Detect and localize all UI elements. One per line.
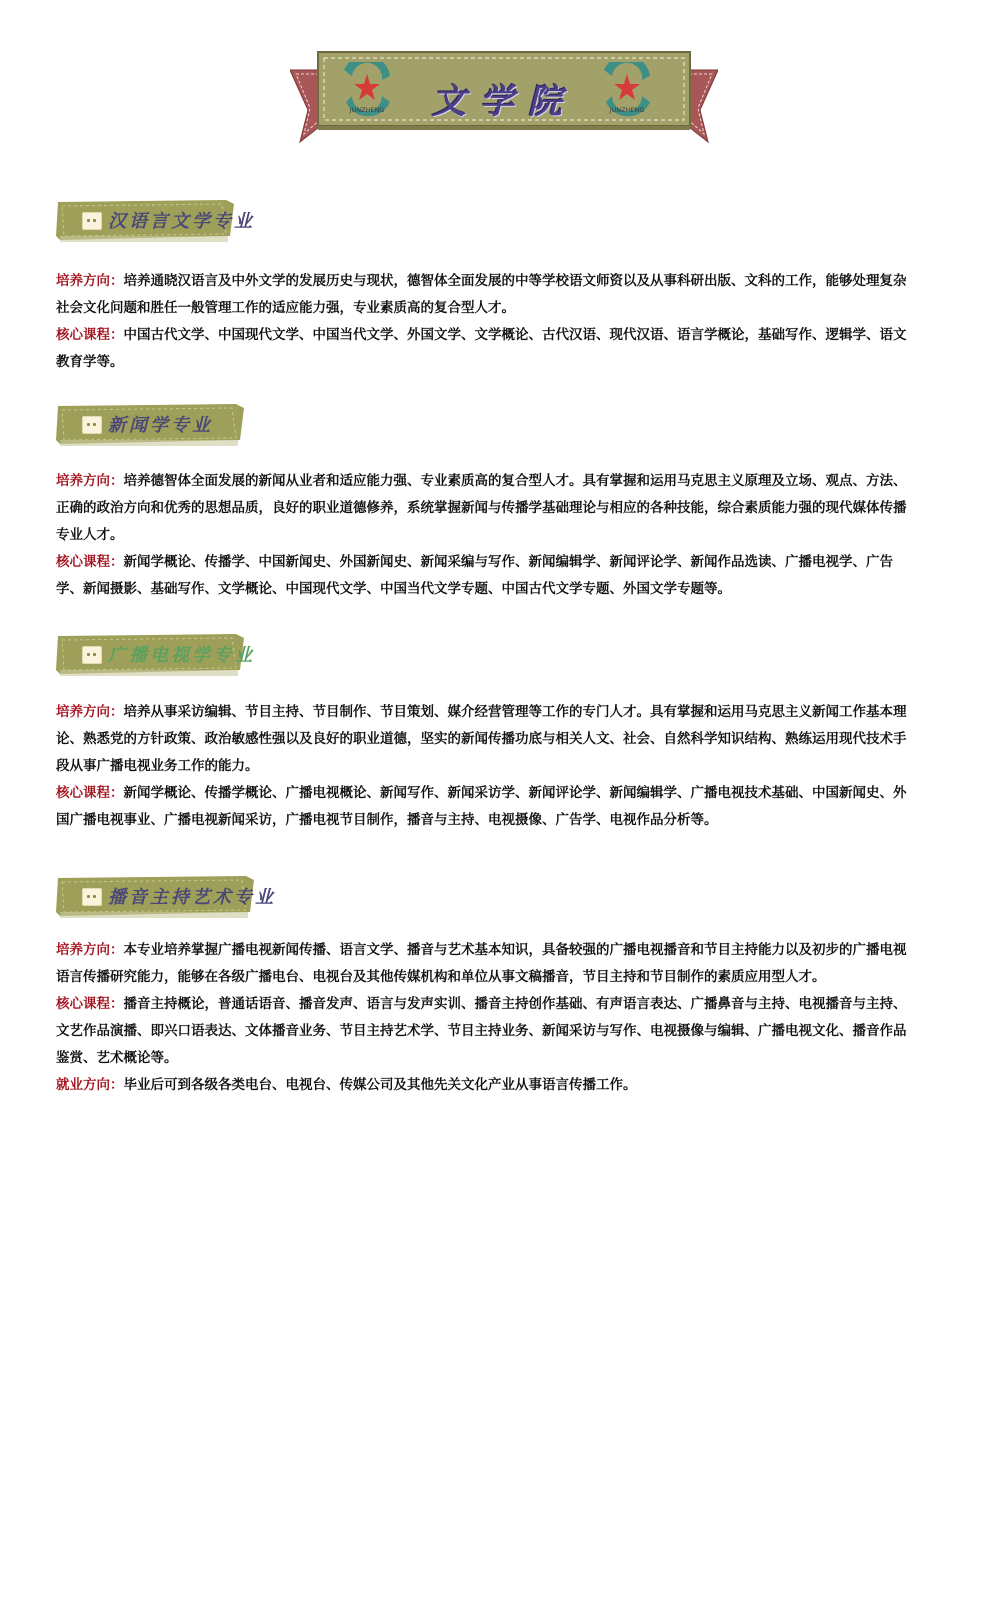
section-header-chinese — [56, 196, 255, 248]
label-separator: ： — [110, 554, 124, 570]
paragraph-label: 培养方向 — [56, 473, 110, 489]
paragraph-label: 就业方向 — [56, 1077, 110, 1093]
section-bullet-icon — [82, 888, 102, 906]
paragraph-text: 播音主持概论，普通话语音、播音发声、语言与发声实训、播音主持创作基础、有声语言表达、广播鼻音与主持、电视播音与主持、文艺作品演播、即兴口语表达、文体播音业务、节目主持艺术学、节目主持业务、新闻采访与写作、电视摄像与编辑、广播电视文化、播音作品鉴赏、艺术概论等。 — [56, 996, 907, 1066]
paragraph-courses — [56, 322, 916, 376]
paragraph-employment — [56, 1072, 916, 1099]
paragraph-training — [56, 699, 916, 780]
paragraph-text: 培养德智体全面发展的新闻从业者和适应能力强、专业素质高的复合型人才。具有掌握和运用马克思主义原理及立场、观点、方法、正确的政治方向和优秀的思想品质，良好的职业道德修养，系统掌握新闻与传播学基础理论与相应的各种技能，综合素质能力强的现代媒体传播专业人才。 — [56, 473, 907, 543]
paragraph-label: 核心课程 — [56, 327, 110, 343]
paragraph-label: 核心课程 — [56, 554, 110, 570]
section-title: 广播电视学专业 — [108, 645, 255, 666]
paragraph-text: 培养通晓汉语言及中外文学的发展历史与现状，德智体全面发展的中等学校语文师资以及从事科研出版、文科的工作，能够处理复杂社会文化问题和胜任一般管理工作的适应能力强，专业素质高的复合型人才。 — [56, 273, 907, 316]
paragraph-text: 培养从事采访编辑、节目主持、节目制作、节目策划、媒介经营管理等工作的专门人才。具有掌握和运用马克思主义新闻工作基本理论、熟悉党的方针政策、政治敏感性强以及良好的职业道德，坚实的新闻传播功底与相关人文、社会、自然科学知识结构、熟练运用现代技术手段从事广播电视业务工作的能力。 — [56, 704, 907, 774]
paragraph-label: 核心课程 — [56, 785, 110, 801]
section-header-hosting — [56, 872, 276, 924]
college-banner — [290, 50, 718, 150]
section-body-hosting — [56, 937, 916, 1099]
label-separator: ： — [110, 942, 124, 958]
section-bullet-icon — [82, 212, 102, 230]
label-separator: ： — [110, 704, 124, 720]
emblem-right-text: JUNZHENG — [609, 106, 645, 114]
paragraph-label: 培养方向 — [56, 942, 110, 958]
paragraph-text: 中国古代文学、中国现代文学、中国当代文学、外国文学、文学概论、古代汉语、现代汉语、语言学概论，基础写作、逻辑学、语文教育学等。 — [56, 327, 907, 370]
paragraph-text: 毕业后可到各级各类电台、电视台、传媒公司及其他先关文化产业从事语言传播工作。 — [123, 1077, 637, 1093]
section-title: 汉语言文学专业 — [108, 211, 255, 232]
paragraph-courses — [56, 991, 916, 1072]
label-separator: ： — [110, 785, 124, 801]
paragraph-training — [56, 468, 916, 549]
paragraph-label: 核心课程 — [56, 996, 110, 1012]
paragraph-text: 本专业培养掌握广播电视新闻传播、语言文学、播音与艺术基本知识，具备较强的广播电视播音和节目主持能力以及初步的广播电视语言传播研究能力，能够在各级广播电台、电视台及其他传媒机构和单位从事文稿播音，节目主持和节目制作的素质应用型人才。 — [56, 942, 907, 985]
paragraph-training — [56, 268, 916, 322]
section-header-journalism — [56, 400, 246, 452]
label-separator: ： — [110, 996, 124, 1012]
section-header-broadcasting — [56, 630, 255, 682]
section-body-chinese — [56, 268, 916, 376]
section-title: 新闻学专业 — [108, 415, 213, 436]
section-bullet-icon — [82, 416, 102, 434]
paragraph-text: 新闻学概论、传播学概论、广播电视概论、新闻写作、新闻采访学、新闻评论学、新闻编辑学、广播电视技术基础、中国新闻史、外国广播电视事业、广播电视新闻采访，广播电视节目制作，播音与主持、电视摄像、广告学、电视作品分析等。 — [56, 785, 907, 828]
label-separator: ： — [110, 1077, 124, 1093]
paragraph-courses — [56, 549, 916, 603]
label-separator: ： — [110, 473, 124, 489]
section-body-broadcasting — [56, 699, 916, 834]
section-body-journalism — [56, 468, 916, 603]
section-bullet-icon — [82, 646, 102, 664]
section-title: 播音主持艺术专业 — [108, 887, 276, 908]
paragraph-label: 培养方向 — [56, 273, 110, 289]
label-separator: ： — [110, 273, 124, 289]
paragraph-training — [56, 937, 916, 991]
paragraph-courses — [56, 780, 916, 834]
paragraph-text: 新闻学概论、传播学、中国新闻史、外国新闻史、新闻采编与写作、新闻编辑学、新闻评论学、新闻作品选读、广播电视学、广告学、新闻摄影、基础写作、文学概论、中国现代文学、中国当代文学专题、中国古代文学专题、外国文学专题等。 — [56, 554, 893, 597]
page-title: 文学院 — [432, 82, 576, 122]
emblem-left-text: JUNZHENG — [349, 106, 385, 114]
label-separator: ： — [110, 327, 124, 343]
paragraph-label: 培养方向 — [56, 704, 110, 720]
